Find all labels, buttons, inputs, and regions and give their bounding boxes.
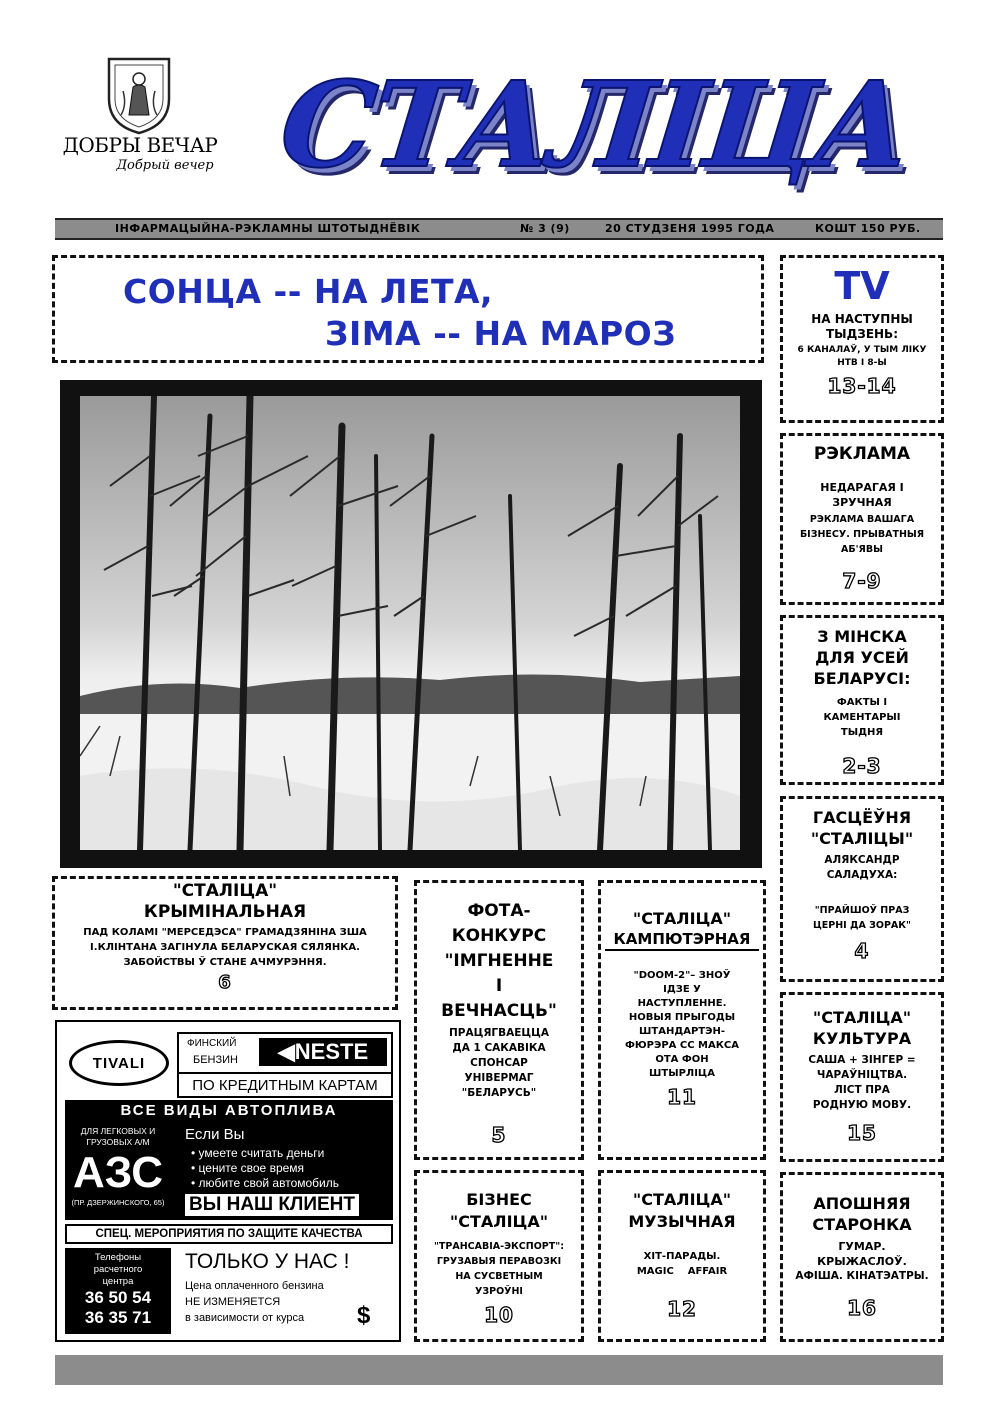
last-page-title: АПОШНЯЯ СТАРОНКА: [812, 1194, 912, 1234]
advertising-pages: 7-9: [842, 569, 882, 593]
music-title2: МУЗЫЧНАЯ: [628, 1212, 736, 1231]
neste-logo: [259, 1038, 387, 1066]
tv-text: 6 КАНАЛАЎ, У ТЫМ ЛІКУ НТВ І 8-Ы: [797, 345, 927, 368]
minsk-title: З МІНСКА ДЛЯ УСЕЙ БЕЛАРУСІ:: [813, 627, 911, 688]
tivali-logo: [69, 1040, 169, 1086]
sidebar-minsk[interactable]: [780, 615, 944, 785]
last-page-text: АФІША. КІНАТЭАТРЫ.: [795, 1270, 929, 1282]
business-text: "ТРАНСАВІА-ЭКСПОРТ": ГРУЗАВЫЯ ПЕРАВОЗКІ НА СУСВЕТНЫМ УЗРОЎНІ: [433, 1241, 565, 1297]
computer-pages: 11: [667, 1085, 697, 1109]
last-page-pages: 16: [847, 1296, 877, 1320]
fuel-box: [177, 1032, 393, 1098]
bottom-bar: [55, 1355, 943, 1385]
business-box[interactable]: [414, 1170, 584, 1342]
music-box[interactable]: [598, 1170, 766, 1342]
advertising-title: РЭКЛАМА: [813, 444, 911, 464]
minsk-subtitle: ФАКТЫ І КАМЕНТАРЫІ ТЫДНЯ: [823, 697, 901, 738]
criminal-box[interactable]: [52, 876, 398, 1010]
computer-title2: КАМПЮТЭРНАЯ: [605, 929, 759, 951]
criminal-title1: "СТАЛІЦА": [172, 881, 278, 901]
sidebar-culture[interactable]: [780, 992, 944, 1162]
fuel-advertisement[interactable]: [55, 1020, 401, 1342]
photo-contest-pages: 5: [491, 1123, 507, 1147]
music-text2: MAGIC AFFAIR: [636, 1266, 728, 1277]
phones-label: Телефоны расчетного центра: [93, 1252, 143, 1287]
computer-box[interactable]: [598, 880, 766, 1160]
benefits-block: [171, 1122, 393, 1220]
azs-block: [65, 1122, 171, 1220]
guest-text: "ПРАЙШОЎ ПРАЗ ЦЕРНІ ДА ЗОРАК": [812, 905, 912, 931]
credit-cards: ПО КРЕДИТНЫМ КАРТАМ: [179, 1072, 391, 1098]
logo: [55, 55, 225, 190]
only-us-block: [171, 1248, 393, 1334]
logo-text: ДОБРЫ ВЕЧАР: [62, 133, 218, 157]
cars-label: ДЛЯ ЛЕГКОВЫХ И ГРУЗОВЫХ А/М: [80, 1126, 156, 1147]
neste-label: NESTE: [294, 1039, 369, 1064]
business-pages: 10: [484, 1303, 514, 1327]
fuel-top: ФИНСКИЙ: [187, 1038, 237, 1049]
only-us: ТОЛЬКО У НАС !: [185, 1250, 350, 1273]
phone-2: 36 35 71: [84, 1308, 152, 1327]
dateline-subtitle: ІНФАРМАЦЫЙНА-РЭКЛАМНЫ ШТОТЫДНЁВІК: [115, 222, 421, 235]
criminal-title2: КРЫМІНАЛЬНАЯ: [143, 902, 307, 922]
issue-number: № 3 (9): [520, 222, 570, 235]
photo-contest-box[interactable]: [414, 880, 584, 1160]
guest-pages: 4: [854, 939, 870, 963]
criminal-pages: 6: [218, 972, 232, 993]
our-client: ВЫ НАШ КЛИЕНТ: [185, 1194, 359, 1216]
advertising-text: РЭКЛАМА ВАШАГА БІЗНЕСУ. ПРЫВАТНЫЯ АБ'ЯВЫ: [799, 514, 925, 555]
sidebar-last-page[interactable]: [780, 1172, 944, 1342]
logo-script: Добрый вечер: [116, 158, 214, 173]
advertising-subtitle: НЕДАРАГАЯ І ЗРУЧНАЯ: [820, 481, 904, 509]
culture-pages: 15: [847, 1121, 877, 1145]
tivali-label: TIVALI: [92, 1054, 146, 1072]
azs-label: АЗС: [72, 1148, 164, 1197]
culture-text: ЛІСТ ПРА РОДНУЮ МОВУ.: [812, 1084, 912, 1111]
issue-date: 20 СТУДЗЕНЯ 1995 ГОДА: [605, 222, 775, 235]
special-measures: СПЕЦ. МЕРОПРИЯТИЯ ПО ЗАЩИТЕ КАЧЕСТВА: [65, 1224, 393, 1244]
culture-subtitle: САША + ЗІНГЕР = ЧАРАЎНІЦТВА.: [808, 1054, 916, 1081]
azs-address: (ПР. ДЗЕРЖИНСКОГО, 65): [71, 1198, 165, 1207]
guest-title: ГАСЦЁЎНЯ "СТАЛІЦЫ": [810, 808, 914, 848]
sidebar-guest[interactable]: [780, 796, 944, 982]
computer-title1: "СТАЛІЦА": [632, 909, 732, 928]
if-you: Если Вы: [185, 1126, 245, 1143]
winter-forest-photo: [80, 396, 740, 850]
minsk-pages: 2-3: [842, 754, 882, 778]
benefit-2: • цените свое время: [191, 1161, 305, 1175]
fuel-mid: БЕНЗИН: [193, 1054, 238, 1066]
dollar-icon: $: [357, 1302, 371, 1329]
sidebar-tv[interactable]: [780, 255, 944, 423]
price-line-1: Цена оплаченного бензина: [185, 1280, 324, 1292]
music-pages: 12: [667, 1297, 697, 1321]
computer-text: "DOOM-2"– ЗНОЎ ІДЗЕ У НАСТУПЛЕННЕ. НОВЫЯ ПРЫГОДЫ ШТАНДАРТЭН-ФЮРЭРА СС МАКСА ОТА ФОН ШТЫРЛІЦА: [625, 970, 739, 1079]
music-text1: ХІТ-ПАРАДЫ.: [643, 1251, 721, 1262]
benefit-3: • любите свой автомобиль: [191, 1176, 340, 1190]
phone-1: 36 50 54: [84, 1288, 152, 1307]
ad-top-row: [65, 1032, 393, 1098]
criminal-text: ПАД КОЛАМІ "МЕРСЕДЭСА" ГРАМАДЗЯНІНА ЗША І.КЛІНТАНА ЗАГІНУЛА БЕЛАРУСКАЯ СЯЛЯНКА. ЗАБОЙСТВЫ Ў СТАНЕ АЧМУРЭННЯ.: [83, 927, 367, 968]
photo-frame: [60, 380, 762, 868]
neste-arrow-icon: ◀: [277, 1039, 295, 1064]
business-title: БІЗНЕС "СТАЛІЦА": [449, 1190, 549, 1231]
headline-line1: СОНЦА -- НА ЛЕТА,: [123, 272, 494, 311]
photo-contest-text: ПРАЦЯГВАЕЦЦА ДА 1 САКАВІКА СПОНСАР УНІВЕРМАГ "БЕЛАРУСЬ": [448, 1027, 550, 1099]
guest-subtitle: АЛЯКСАНДР САЛАДУХА:: [824, 854, 900, 881]
tv-subtitle: НА НАСТУПНЫ ТЫДЗЕНЬ:: [811, 312, 913, 341]
culture-title: "СТАЛІЦА" КУЛЬТУРА: [812, 1008, 912, 1048]
sidebar-advertising[interactable]: [780, 433, 944, 605]
issue-price: КОШТ 150 РУБ.: [815, 222, 921, 235]
benefit-1: • умеете считать деньги: [191, 1146, 325, 1160]
phones-block: [65, 1248, 171, 1334]
price-line-3: в зависимости от курса: [185, 1312, 305, 1324]
last-page-subtitle: ГУМАР. КРЫЖАСЛОЎ.: [817, 1240, 907, 1268]
all-fuel-bar: ВСЕ ВИДЫ АВТОПЛИВА: [65, 1100, 393, 1122]
headline-box: [52, 255, 764, 363]
dateline-bar: [55, 218, 943, 240]
headline-line2: ЗІМА -- НА МАРОЗ: [325, 314, 677, 353]
tv-title: TV: [834, 264, 890, 308]
photo-contest-title: ФОТА-КОНКУРС "ІМГНЕННЕ І ВЕЧНАСЦЬ": [441, 901, 557, 1021]
price-line-2: НЕ ИЗМЕНЯЕТСЯ: [185, 1296, 281, 1308]
masthead-title: СТАЛІЦА: [274, 55, 916, 194]
music-title1: "СТАЛІЦА": [632, 1190, 732, 1209]
tv-pages: 13-14: [827, 374, 897, 398]
coat-of-arms-icon: [103, 55, 175, 135]
